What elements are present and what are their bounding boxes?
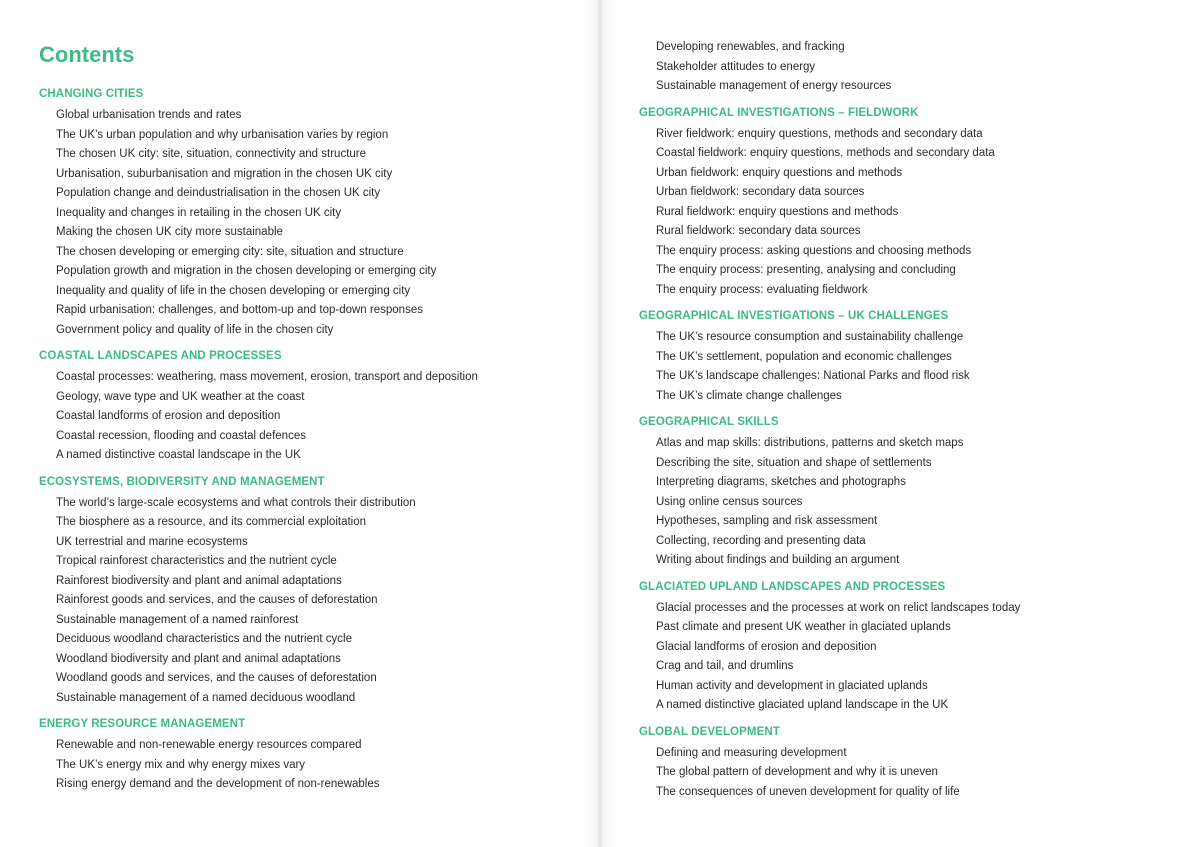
- contents-item: Deciduous woodland characteristics and the nutrient cycle: [56, 633, 352, 645]
- contents-item: Woodland biodiversity and plant and animal adaptations: [56, 652, 341, 665]
- section-geographical-skills: [639, 414, 1179, 571]
- contents-item: The chosen UK city: site, situation, connectivity and structure: [56, 148, 367, 160]
- contents-item: The consequences of uneven development for quality of life: [656, 785, 960, 798]
- contents-item: Population growth and migration in the chosen developing or emerging city: [56, 265, 437, 277]
- contents-item: Inequality and quality of life in the chosen developing or emerging city: [56, 284, 411, 297]
- right-section-list: [639, 105, 1179, 803]
- contents-item: Collecting, recording and presenting data: [656, 534, 866, 547]
- section-heading: COASTAL LANDSCAPES AND PROCESSES: [39, 350, 282, 362]
- contents-item: Renewable and non-renewable energy resources compared: [56, 739, 362, 751]
- contents-item: Describing the site, situation and shape of settlements: [656, 456, 932, 469]
- section-heading: GEOGRAPHICAL INVESTIGATIONS – FIELDWORK: [639, 106, 919, 119]
- contents-item: The UK’s urban population and why urbanisation varies by region: [56, 128, 389, 141]
- contents-item: A named distinctive coastal landscape in the UK: [56, 449, 301, 461]
- contents-item: Sustainable management of a named rainforest: [56, 613, 299, 626]
- contents-item: Sustainable management of a named deciduous woodland: [56, 691, 356, 704]
- contents-item: Using online census sources: [656, 495, 803, 508]
- contents-item: The chosen developing or emerging city: site, situation and structure: [56, 245, 404, 258]
- contents-item: Global urbanisation trends and rates: [56, 109, 242, 121]
- contents-item: A named distinctive glaciated upland landscape in the UK: [656, 699, 949, 711]
- contents-item: Rural fieldwork: enquiry questions and methods: [656, 205, 899, 218]
- contents-item: Interpreting diagrams, sketches and photographs: [656, 476, 906, 488]
- contents-item: The enquiry process: asking questions and choosing methods: [656, 244, 972, 257]
- contents-item: Past climate and present UK weather in glaciated uplands: [656, 621, 951, 633]
- contents-item: Stakeholder attitudes to energy: [656, 60, 816, 73]
- contents-item: The UK’s settlement, population and economic challenges: [656, 350, 952, 363]
- contents-item: Glacial landforms of erosion and deposition: [656, 640, 877, 653]
- contents-item: Glacial processes and the processes at work on relict landscapes today: [656, 601, 1021, 614]
- contents-item: The global pattern of development and why it is uneven: [656, 766, 938, 778]
- section-geographical-investigations-fieldwork: [639, 105, 1179, 301]
- section-geographical-investigations-uk-challenges: [639, 308, 1179, 406]
- contents-item: The biosphere as a resource, and its commercial exploitation: [56, 516, 367, 528]
- contents-item: Developing renewables, and fracking: [656, 41, 845, 53]
- contents-item: Urban fieldwork: enquiry questions and methods: [656, 166, 903, 179]
- contents-item: The UK’s resource consumption and sustainability challenge: [656, 331, 964, 343]
- right-page: [600, 0, 1200, 847]
- contents-item: Population change and deindustrialisation in the chosen UK city: [56, 187, 381, 199]
- page-title: Contents: [39, 42, 135, 67]
- section-energy-resource-management: [39, 716, 579, 795]
- contents-item: Inequality and changes in retailing in the chosen UK city: [56, 206, 342, 219]
- contents-item: Human activity and development in glaciated uplands: [656, 679, 928, 692]
- section-changing-cities: [39, 86, 579, 340]
- contents-item: The enquiry process: evaluating fieldwork: [656, 283, 868, 296]
- section-heading: CHANGING CITIES: [39, 88, 144, 100]
- contents-item: Making the chosen UK city more sustainable: [56, 226, 283, 238]
- contents-item: Coastal recession, flooding and coastal defences: [56, 429, 306, 442]
- contents-item: Urban fieldwork: secondary data sources: [656, 186, 865, 198]
- contents-item: Sustainable management of energy resources: [656, 80, 892, 92]
- section-heading: ECOSYSTEMS, BIODIVERSITY AND MANAGEMENT: [39, 475, 325, 488]
- right-contents-column: [639, 38, 1179, 810]
- left-contents-column: [39, 40, 579, 803]
- contents-item: Urbanisation, suburbanisation and migration in the chosen UK city: [56, 167, 393, 180]
- contents-item: Geology, wave type and UK weather at the coast: [56, 390, 305, 403]
- section-coastal-landscapes-and-processes: [39, 348, 579, 466]
- section-heading: GLACIATED UPLAND LANDSCAPES AND PROCESSES: [639, 580, 946, 593]
- contents-item: Hypotheses, sampling and risk assessment: [656, 515, 878, 527]
- left-section-list: [39, 86, 579, 795]
- contents-item: Coastal landforms of erosion and deposition: [56, 410, 281, 422]
- section-heading: GLOBAL DEVELOPMENT: [639, 725, 780, 738]
- contents-item: River fieldwork: enquiry questions, methods and secondary data: [656, 127, 983, 140]
- contents-item: Rural fieldwork: secondary data sources: [656, 225, 861, 237]
- section-global-development: [639, 724, 1179, 803]
- contents-item: Woodland goods and services, and the causes of deforestation: [56, 672, 377, 684]
- section-heading: ENERGY RESOURCE MANAGEMENT: [39, 718, 246, 730]
- contents-item: The world’s large-scale ecosystems and what controls their distribution: [56, 496, 416, 509]
- contents-item: Coastal processes: weathering, mass movement, erosion, transport and deposition: [56, 371, 478, 383]
- section-heading: GEOGRAPHICAL INVESTIGATIONS – UK CHALLENGES: [639, 310, 949, 322]
- contents-item: Rapid urbanisation: challenges, and bottom-up and top-down responses: [56, 304, 423, 316]
- contents-item: Coastal fieldwork: enquiry questions, methods and secondary data: [656, 147, 995, 159]
- contents-item: Rainforest biodiversity and plant and animal adaptations: [56, 574, 342, 587]
- contents-item: Atlas and map skills: distributions, patterns and sketch maps: [656, 437, 964, 449]
- section-ecosystems-biodiversity-and-management: [39, 474, 579, 709]
- contents-item: Crag and tail, and drumlins: [656, 660, 794, 672]
- contents-item: Tropical rainforest characteristics and the nutrient cycle: [56, 555, 337, 567]
- contents-item: The UK’s landscape challenges: National Parks and flood risk: [656, 370, 970, 382]
- contents-item: The UK’s climate change challenges: [656, 389, 842, 402]
- contents-item: Government policy and quality of life in the chosen city: [56, 323, 334, 336]
- contents-item: The enquiry process: presenting, analysing and concluding: [656, 264, 956, 276]
- contents-item: Rainforest goods and services, and the causes of deforestation: [56, 594, 378, 606]
- section-glaciated-upland-landscapes-and-processes: [639, 579, 1179, 716]
- contents-item: Writing about findings and building an argument: [656, 554, 900, 566]
- contents-item: UK terrestrial and marine ecosystems: [56, 535, 248, 548]
- contents-item: The UK’s energy mix and why energy mixes vary: [56, 758, 306, 771]
- contents-item: Defining and measuring development: [656, 746, 847, 759]
- continued-section: [639, 38, 1179, 97]
- contents-item: Rising energy demand and the development of non-renewables: [56, 778, 380, 790]
- section-heading: GEOGRAPHICAL SKILLS: [639, 416, 779, 428]
